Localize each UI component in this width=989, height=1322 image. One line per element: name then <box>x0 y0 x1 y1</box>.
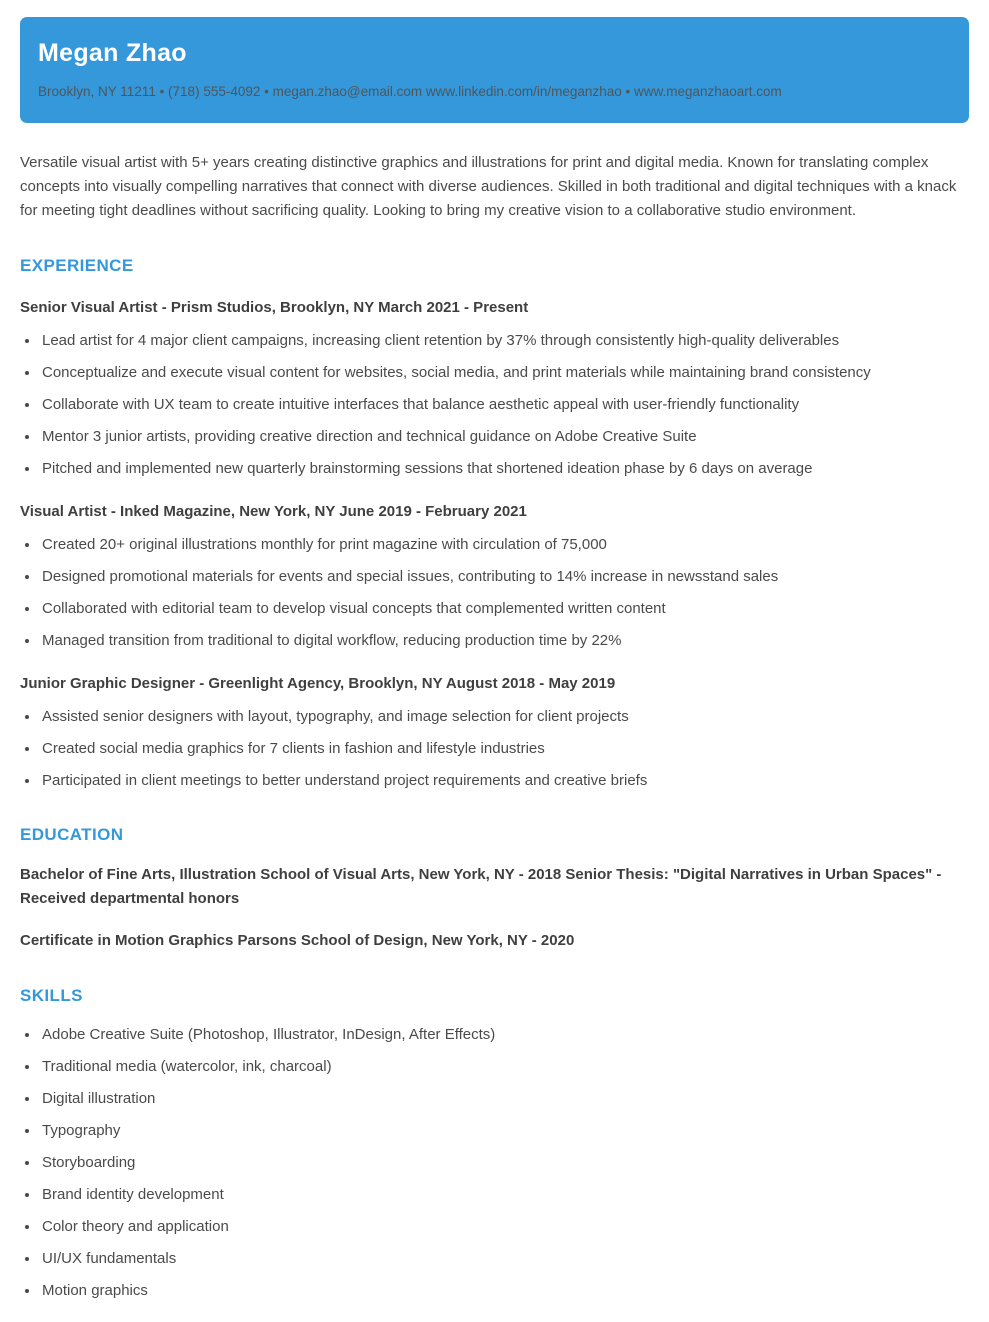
job-bullet-list <box>20 706 969 792</box>
job-bullet: • Mentor 3 junior artists, providing creative direction and technical guidance on Adobe Creative Suite <box>40 426 969 448</box>
job-bullet: • Assisted senior designers with layout, typography, and image selection for client projects <box>40 706 969 728</box>
skill-item: • Motion graphics <box>40 1280 969 1302</box>
job-bullet: • Lead artist for 4 major client campaigns, increasing client retention by 37% through consistently high-quality deliverables <box>40 330 969 352</box>
skill-item: • Digital illustration <box>40 1088 969 1110</box>
skill-item: • Storyboarding <box>40 1152 969 1174</box>
job-bullet: • Created 20+ original illustrations monthly for print magazine with circulation of 75,000 <box>40 534 969 556</box>
skill-item: • Typography <box>40 1120 969 1142</box>
skill-item: • Color theory and application <box>40 1216 969 1238</box>
experience-section-title: EXPERIENCE <box>20 256 134 275</box>
job-bullet: • Collaborated with editorial team to develop visual concepts that complemented written content <box>40 598 969 620</box>
skill-item: • UI/UX fundamentals <box>40 1248 969 1270</box>
job-heading: Junior Graphic Designer - Greenlight Agency, Brooklyn, NY August 2018 - May 2019 <box>20 675 616 692</box>
job-bullet: • Designed promotional materials for events and special issues, contributing to 14% increase in newsstand sales <box>40 566 969 588</box>
section-education <box>20 825 969 953</box>
job-bullet: • Conceptualize and execute visual content for websites, social media, and print materials while maintaining brand consistency <box>40 362 969 384</box>
job-heading: Senior Visual Artist - Prism Studios, Brooklyn, NY March 2021 - Present <box>20 299 529 316</box>
skill-item: • Traditional media (watercolor, ink, charcoal) <box>40 1056 969 1078</box>
job-bullet: • Participated in client meetings to better understand project requirements and creative briefs <box>40 770 969 792</box>
job-bullet: • Collaborate with UX team to create intuitive interfaces that balance aesthetic appeal with user-friendly functionality <box>40 394 969 416</box>
candidate-name: Megan Zhao <box>38 39 187 67</box>
job-bullet: • Created social media graphics for 7 clients in fashion and lifestyle industries <box>40 738 969 760</box>
skill-item: • Adobe Creative Suite (Photoshop, Illustrator, InDesign, After Effects) <box>40 1024 969 1046</box>
contact-line: Brooklyn, NY 11211 • (718) 555-4092 • megan.zhao@email.com www.linkedin.com/in/meganzhao • www.meganzhaoart.com <box>38 84 782 99</box>
job-bullet-list <box>20 330 969 480</box>
job-entry <box>20 675 969 792</box>
education-item: Bachelor of Fine Arts, Illustration School of Visual Arts, New York, NY - 2018 Senior Thesis: "Digital Narratives in Urban Spaces" - Received departmental honors <box>20 866 942 907</box>
section-experience <box>20 256 969 792</box>
resume-header <box>20 17 969 123</box>
job-heading: Visual Artist - Inked Magazine, New York, NY June 2019 - February 2021 <box>20 503 527 520</box>
skills-list <box>20 1024 969 1302</box>
summary-paragraph: Versatile visual artist with 5+ years creating distinctive graphics and illustrations for print and digital media. Known for translating complex concepts into visually compelling narratives that connect with diverse audiences. Skilled in both traditional and digital techniques with a knack for meeting tight deadlines without sacrificing quality. Looking to bring my creative vision to a collaborative studio environment. <box>20 154 957 219</box>
job-bullet-list <box>20 534 969 652</box>
skills-section-title: SKILLS <box>20 986 83 1005</box>
job-bullet: • Pitched and implemented new quarterly brainstorming sessions that shortened ideation phase by 6 days on average <box>40 458 969 480</box>
job-bullet: • Managed transition from traditional to digital workflow, reducing production time by 22% <box>40 630 969 652</box>
job-entry <box>20 299 969 480</box>
skill-item: • Brand identity development <box>40 1184 969 1206</box>
section-skills <box>20 986 969 1302</box>
education-item: Certificate in Motion Graphics Parsons School of Design, New York, NY - 2020 <box>20 932 575 949</box>
job-entry <box>20 503 969 652</box>
education-section-title: EDUCATION <box>20 825 124 844</box>
